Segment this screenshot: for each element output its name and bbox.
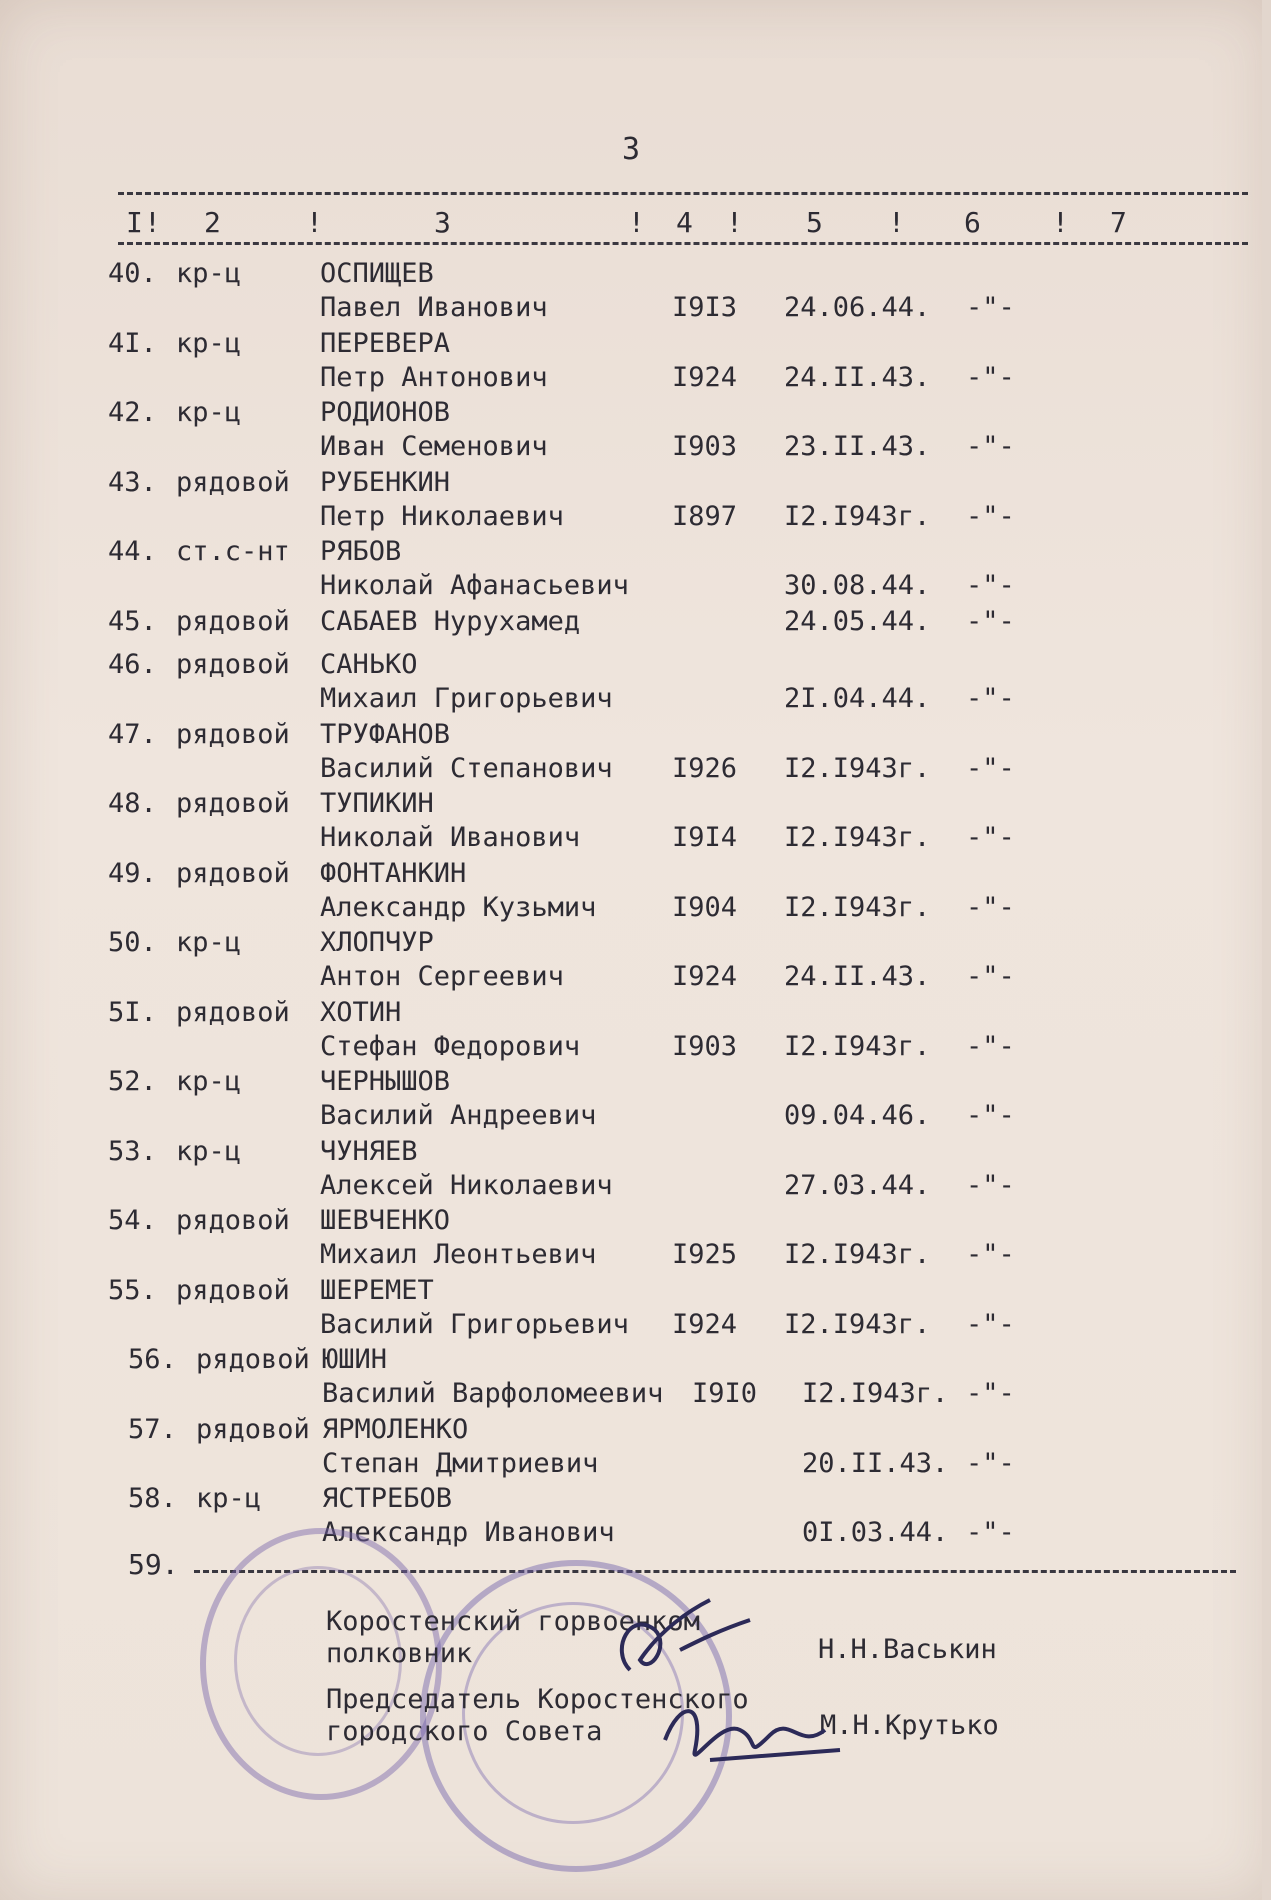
date: 09.04.46.	[784, 1100, 931, 1131]
surname: ЧЕРНЫШОВ	[320, 1066, 451, 1097]
header-separator: !	[888, 206, 905, 239]
header-col-4: 4	[676, 206, 693, 239]
table-header	[118, 182, 1248, 252]
military-rank: рядовой	[176, 996, 290, 1028]
row-number: 54.	[108, 1205, 157, 1236]
ditto-mark: -"-	[966, 683, 1015, 714]
date: I2.I943г.	[784, 822, 931, 853]
surname: САНЬКО	[320, 649, 418, 680]
table-row	[0, 1066, 1271, 1134]
header-col-6: 6	[964, 206, 981, 239]
surname: РЯБОВ	[320, 536, 402, 567]
ditto-mark: -"-	[966, 1308, 1015, 1340]
military-rank: рядовой	[176, 788, 290, 819]
ditto-mark: -"-	[966, 292, 1015, 323]
ditto-mark: -"-	[966, 361, 1015, 393]
surname: РОДИОНОВ	[320, 397, 451, 428]
signature-name-2: М.Н.Крутько	[820, 1710, 999, 1741]
table-row	[0, 1344, 1271, 1412]
header-col-2: 2	[204, 206, 221, 239]
header-bottom-rule	[118, 242, 1248, 245]
date: I2.I943г.	[784, 1239, 931, 1270]
row-number: 48.	[108, 788, 157, 819]
signature-title-1: Коростенский горвоенком	[326, 1606, 700, 1637]
table-row	[0, 649, 1271, 717]
row-number: 50.	[108, 927, 157, 958]
table-row	[0, 467, 1271, 535]
given-names: Петр Николаевич	[320, 500, 564, 532]
date: 24.05.44.	[784, 605, 931, 637]
date: 20.II.43.	[802, 1447, 949, 1479]
surname: ТУПИКИН	[320, 788, 434, 819]
military-rank: рядовой	[176, 466, 290, 498]
birth-year: I9I0	[692, 1378, 758, 1409]
military-rank: рядовой	[176, 1274, 290, 1306]
row-number: 40.	[108, 258, 157, 289]
military-rank: кр-ц	[176, 1135, 242, 1167]
row-number: 58.	[128, 1483, 177, 1514]
surname: САБАЕВ Нурухамед	[320, 605, 581, 637]
given-names: Александр Иванович	[322, 1517, 615, 1548]
signature-title-2: Председатель Коростенского	[326, 1684, 749, 1715]
table-row	[0, 397, 1271, 465]
header-separator: !	[1052, 206, 1069, 239]
handwritten-signature-2	[650, 1680, 850, 1780]
given-names: Степан Дмитриевич	[322, 1447, 599, 1479]
surname: ОСПИЩЕВ	[320, 258, 434, 289]
surname: ТРУФАНОВ	[320, 718, 451, 750]
surname: ФОНТАНКИН	[320, 857, 467, 889]
row-number: 43.	[108, 466, 157, 498]
military-rank: кр-ц	[176, 327, 242, 359]
given-names: Михаил Григорьевич	[320, 683, 613, 714]
given-names: Николай Иванович	[320, 822, 581, 853]
ditto-mark: -"-	[966, 1447, 1015, 1479]
header-col-7: 7	[1110, 206, 1127, 239]
surname: ШЕВЧЕНКО	[320, 1205, 451, 1236]
surname: ЯСТРЕБОВ	[322, 1483, 453, 1514]
ditto-mark: -"-	[966, 1100, 1015, 1131]
military-rank: рядовой	[176, 1205, 290, 1236]
given-names: Иван Семенович	[320, 431, 548, 462]
row-number: 4I.	[108, 327, 157, 359]
table-row	[0, 1136, 1271, 1204]
given-names: Петр Антонович	[320, 361, 548, 393]
row-number: 57.	[128, 1413, 177, 1445]
date: 0I.03.44.	[802, 1517, 949, 1548]
given-names: Василий Григорьевич	[320, 1308, 629, 1340]
date: I2.I943г.	[784, 1308, 931, 1340]
given-names: Александр Кузьмич	[320, 891, 597, 923]
birth-year: I924	[672, 1308, 738, 1340]
given-names: Алексей Николаевич	[320, 1169, 613, 1201]
date: 23.II.43.	[784, 431, 931, 462]
military-rank: кр-ц	[176, 397, 242, 428]
table-row	[0, 536, 1271, 604]
date: I2.I943г.	[784, 1030, 931, 1062]
ditto-mark: -"-	[966, 1169, 1015, 1201]
given-names: Павел Иванович	[320, 292, 548, 323]
ditto-mark: -"-	[966, 1517, 1015, 1548]
surname: ШЕРЕМЕТ	[320, 1274, 434, 1306]
given-names: Михаил Леонтьевич	[320, 1239, 597, 1270]
table-row	[0, 1483, 1271, 1551]
military-rank: ст.с-нт	[176, 536, 290, 567]
military-rank: рядовой	[196, 1413, 310, 1445]
ditto-mark: -"-	[966, 891, 1015, 923]
ditto-mark: -"-	[966, 570, 1015, 601]
ditto-mark: -"-	[966, 1030, 1015, 1062]
signature-title-2b: городского Совета	[326, 1716, 603, 1747]
military-rank: кр-ц	[176, 927, 242, 958]
birth-year: I9I3	[672, 292, 738, 323]
ditto-mark: -"-	[966, 431, 1015, 462]
military-rank: рядовой	[176, 605, 290, 637]
table-row	[0, 1205, 1271, 1273]
birth-year: I904	[672, 891, 738, 923]
table-row	[0, 927, 1271, 995]
ditto-mark: -"-	[966, 961, 1015, 992]
surname: РУБЕНКИН	[320, 466, 451, 498]
given-names: Николай Афанасьевич	[320, 570, 629, 601]
birth-year: I924	[672, 361, 738, 393]
military-rank: рядовой	[176, 649, 290, 680]
given-names: Стефан Федорович	[320, 1030, 581, 1062]
military-rank: кр-ц	[176, 258, 242, 289]
military-rank: кр-ц	[196, 1483, 262, 1514]
given-names: Антон Сергеевич	[320, 961, 564, 992]
row-number: 55.	[108, 1274, 157, 1306]
ditto-mark: -"-	[966, 822, 1015, 853]
ditto-mark: -"-	[966, 752, 1015, 784]
row-number: 59.	[128, 1548, 179, 1581]
row-number: 44.	[108, 536, 157, 567]
military-rank: кр-ц	[176, 1066, 242, 1097]
row-number: 46.	[108, 649, 157, 680]
date: 2I.04.44.	[784, 683, 931, 714]
date: 27.03.44.	[784, 1169, 931, 1201]
table-row	[0, 997, 1271, 1065]
surname: ХОТИН	[320, 996, 402, 1028]
ditto-mark: -"-	[966, 1378, 1015, 1409]
row-number: 53.	[108, 1135, 157, 1167]
date: 24.II.43.	[784, 961, 931, 992]
table-row	[0, 328, 1271, 396]
row-number: 42.	[108, 397, 157, 428]
birth-year: I9I4	[672, 822, 738, 853]
date: I2.I943г.	[784, 752, 931, 784]
row-number: 45.	[108, 605, 157, 637]
birth-year: I903	[672, 431, 738, 462]
birth-year: I926	[672, 752, 738, 784]
row-number: 52.	[108, 1066, 157, 1097]
row-number: 49.	[108, 857, 157, 889]
birth-year: I924	[672, 961, 738, 992]
table-row	[0, 719, 1271, 787]
row-number: 47.	[108, 718, 157, 750]
table-row	[0, 858, 1271, 926]
table-row	[0, 1275, 1271, 1343]
ditto-mark: -"-	[966, 605, 1015, 637]
surname: ЧУНЯЕВ	[320, 1135, 418, 1167]
military-rank: рядовой	[196, 1344, 310, 1375]
date: I2.I943г.	[802, 1378, 949, 1409]
given-names: Василий Варфоломеевич	[322, 1378, 664, 1409]
header-separator: !	[726, 206, 743, 239]
header-col-3: 3	[434, 206, 451, 239]
ditto-mark: -"-	[966, 1239, 1015, 1270]
ditto-mark: -"-	[966, 500, 1015, 532]
date: 30.08.44.	[784, 570, 931, 601]
header-top-rule	[118, 192, 1248, 195]
row-number: 56.	[128, 1344, 177, 1375]
header-col-1: I	[126, 206, 143, 239]
surname: ЮШИН	[322, 1344, 388, 1375]
birth-year: I897	[672, 500, 738, 532]
header-col-5: 5	[806, 206, 823, 239]
page-number: 3	[622, 132, 641, 167]
date: 24.06.44.	[784, 292, 931, 323]
header-separator: !	[144, 206, 161, 239]
given-names: Василий Степанович	[320, 752, 613, 784]
signature-name-1: Н.Н.Васькин	[818, 1634, 997, 1665]
table-row	[0, 1414, 1271, 1482]
surname: ПЕРЕВЕРА	[320, 327, 451, 359]
table-row	[0, 788, 1271, 856]
date: I2.I943г.	[784, 500, 931, 532]
row-number: 5I.	[108, 996, 157, 1028]
surname: ХЛОПЧУР	[320, 927, 434, 958]
given-names: Василий Андреевич	[320, 1100, 597, 1131]
surname: ЯРМОЛЕНКО	[322, 1413, 469, 1445]
military-rank: рядовой	[176, 857, 290, 889]
military-rank: рядовой	[176, 718, 290, 750]
header-separator: !	[306, 206, 323, 239]
date: 24.II.43.	[784, 361, 931, 393]
birth-year: I903	[672, 1030, 738, 1062]
date: I2.I943г.	[784, 891, 931, 923]
signature-rank-1: полковник	[326, 1638, 473, 1669]
birth-year: I925	[672, 1239, 738, 1270]
table-row	[0, 258, 1271, 326]
header-separator: !	[628, 206, 645, 239]
